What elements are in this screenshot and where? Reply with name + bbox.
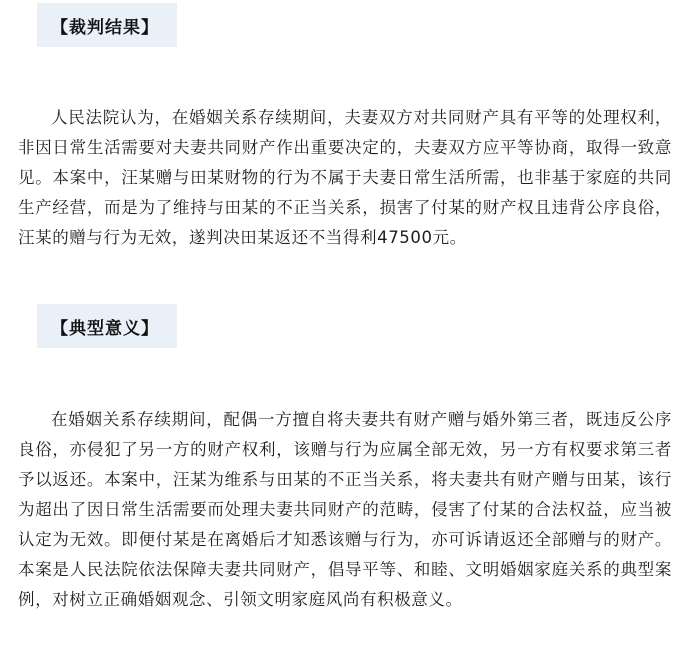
typical-significance-paragraph: 在婚姻关系存续期间，配偶一方擅自将夫妻共有财产赠与婚外第三者，既违反公序良俗，亦侵犯了另一方的财产权利，该赠与行为应属全部无效，另一方有权要求第三者予以返还。本案中，汪某为维系与田某的不正当关系，将夫妻共有财产赠与田某，该行为超出了因日常生活需要而处理夫妻共同财产的范畴，侵害了付某的合法权益，应当被认定为无效。即便付某是在离婚后才知悉该赠与行为，亦可诉请返还全部赠与的财产。本案是人民法院依法保障夫妻共同财产，倡导平等、和睦、文明婚姻家庭关系的典型案例，对树立正确婚姻观念、引领文明家庭风尚有积极意义。 <box>18 410 672 609</box>
section-heading-typical-significance: 【典型意义】 <box>37 304 177 348</box>
section-heading-judgment-result: 【裁判结果】 <box>37 3 177 47</box>
judgment-result-paragraph: 人民法院认为，在婚姻关系存续期间，夫妻双方对共同财产具有平等的处理权利，非因日常生活需要对夫妻共同财产作出重要决定的，夫妻双方应平等协商，取得一致意见。本案中，汪某赠与田某财物的行为不属于夫妻日常生活所需，也非基于家庭的共同生产经营，而是为了维持与田某的不正当关系，损害了付某的财产权且违背公序良俗，汪某的赠与行为无效，遂判决田某返还不当得利47500元。 <box>18 108 672 247</box>
